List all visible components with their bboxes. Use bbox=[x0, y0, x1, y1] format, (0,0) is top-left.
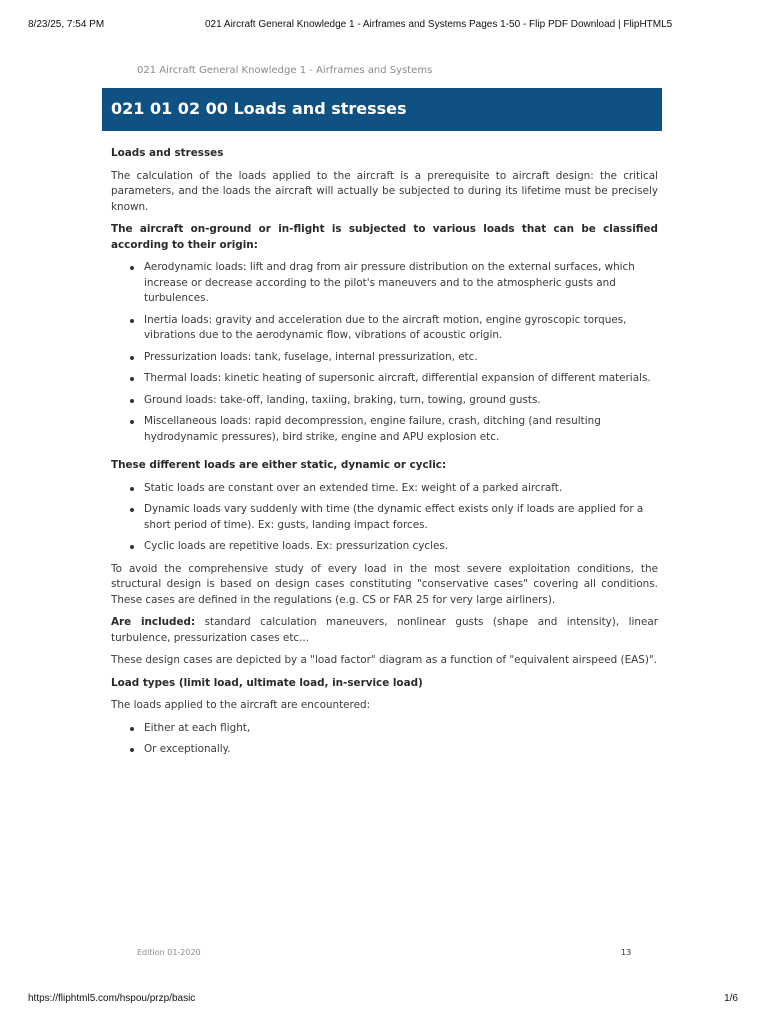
list-item: Static loads are constant over an extended time. Ex: weight of a parked aircraft. bbox=[144, 481, 658, 497]
list-item: Cyclic loads are repetitive loads. Ex: pressurization cycles. bbox=[144, 539, 658, 555]
list-item: Miscellaneous loads: rapid decompression, engine failure, crash, ditching (and resulting hydrodynamic pressures), bird strike, engine and APU explosion etc. bbox=[144, 414, 658, 445]
paragraph-loads-encountered: The loads applied to the aircraft are encountered: bbox=[111, 699, 371, 711]
list-item: Ground loads: take-off, landing, taxiing, braking, turn, towing, ground gusts. bbox=[144, 393, 658, 409]
section-title-banner: 021 01 02 00 Loads and stresses bbox=[102, 88, 662, 131]
list-load-kinds bbox=[111, 481, 658, 555]
paragraph-load-factor-diagram: These design cases are depicted by a "load factor" diagram as a function of "equivalent airspeed (EAS)". bbox=[111, 654, 658, 666]
included-text: standard calculation maneuvers, nonlinear gusts (shape and intensity), linear turbulence, pressurization cases etc... bbox=[111, 616, 658, 644]
print-page-counter: 1/6 bbox=[724, 993, 738, 1004]
print-page-title: 021 Aircraft General Knowledge 1 - Airframes and Systems Pages 1-50 - Flip PDF Download | FlipHTML5 bbox=[205, 19, 673, 30]
document-edition: Edition 01-2020 bbox=[137, 948, 201, 957]
list-item: Either at each flight, bbox=[144, 721, 658, 737]
list-item: Dynamic loads vary suddenly with time (the dynamic effect exists only if loads are applied for a short period of time). Ex: gusts, landing impact forces. bbox=[144, 502, 658, 533]
list-item: Inertia loads: gravity and acceleration due to the aircraft motion, engine gyroscopic torques, vibrations due to the aerodynamic flow, vibrations of acoustic origin. bbox=[144, 313, 658, 344]
paragraph-load-kinds-intro: These different loads are either static, dynamic or cyclic: bbox=[111, 459, 447, 471]
print-datetime: 8/23/25, 7:54 PM bbox=[28, 19, 105, 30]
heading-loads-and-stresses: Loads and stresses bbox=[111, 147, 224, 159]
document-page-number: 13 bbox=[621, 948, 632, 957]
print-header bbox=[0, 19, 768, 33]
list-item: Or exceptionally. bbox=[144, 742, 658, 758]
included-label: Are included: bbox=[111, 616, 196, 628]
list-encounter-frequency bbox=[111, 721, 658, 758]
paragraph-design-cases: To avoid the comprehensive study of every load in the most severe exploitation conditions, the structural design is based on design cases constituting "conservative cases" covering all conditions. These cases are defined in the regulations (e.g. CS or FAR 25 for very large airliners). bbox=[111, 562, 658, 606]
list-item: Pressurization loads: tank, fuselage, internal pressurization, etc. bbox=[144, 350, 658, 366]
list-item: Thermal loads: kinetic heating of supersonic aircraft, differential expansion of different materials. bbox=[144, 371, 658, 387]
heading-load-types: Load types (limit load, ultimate load, in-service load) bbox=[111, 676, 423, 689]
list-load-origins bbox=[111, 260, 658, 445]
print-footer bbox=[0, 993, 768, 1007]
list-item: Aerodynamic loads: lift and drag from air pressure distribution on the external surfaces, which increase or decrease according to the pilot's maneuvers and to the atmospheric gusts and turbulences. bbox=[144, 260, 658, 307]
document-running-header: 021 Aircraft General Knowledge 1 - Airframes and Systems bbox=[137, 65, 433, 76]
paragraph-included bbox=[111, 615, 658, 646]
document-body bbox=[111, 146, 658, 765]
paragraph-load-calculation: The calculation of the loads applied to the aircraft is a prerequisite to aircraft design: the critical parameters, and the loads the aircraft will actually be subjected to during its lifetime must be precisely known. bbox=[111, 169, 658, 213]
print-url: https://fliphtml5.com/hspou/przp/basic bbox=[28, 993, 196, 1004]
paragraph-load-origin-intro: The aircraft on-ground or in-flight is subjected to various loads that can be classified according to their origin: bbox=[111, 223, 658, 251]
